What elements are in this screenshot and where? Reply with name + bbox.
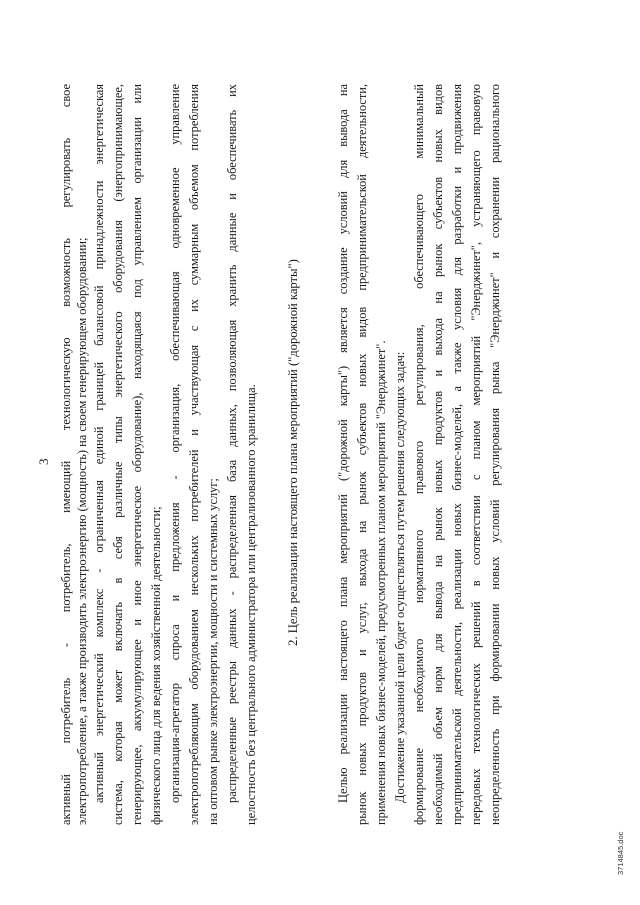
- document-file-code: 3714845.doc: [616, 831, 625, 875]
- paragraph-line: система, которая может включать в себя различные типы энергетического оборудования (энергопринимающее,: [111, 84, 125, 825]
- paragraph-line: рынок новых продуктов и услуг, выхода на рынок субъектов новых видов предпринимательской деятельности,: [355, 84, 369, 825]
- paragraph-line: электропотребляющим оборудованием нескольких потребителей и участвующая с их суммарным объемом потребления: [187, 84, 201, 825]
- paragraph-line: целостность без центрального администратора или централизованного хранилища.: [244, 384, 258, 825]
- page-number: 3: [36, 458, 51, 465]
- paragraph-line: необходимый объем норм для вывода на рынок новых продуктов и выхода на рынок субъектов новых видов: [431, 84, 445, 825]
- paragraph-line: организация-агрегатор спроса и предложения - организация, обеспечивающая одновременное управление: [168, 84, 182, 803]
- paragraph-line: передовых технологических решений в соответствии с планом мероприятий "Энерджинет", устраняющего правовую: [469, 84, 483, 825]
- paragraph-line: на оптовом рынке электроэнергии, мощности и системных услуг;: [206, 478, 220, 825]
- paragraph-line: генерирующее, аккумулирующее и иное энергетическое оборудование), находящаяся под управлением организации или: [130, 84, 144, 825]
- paragraph-line: Целью реализации настоящего плана мероприятий ("дорожной карты") является создание условий для вывода на: [336, 84, 350, 803]
- paragraph-line: физического лица для ведения хозяйственной деятельности;: [149, 506, 163, 825]
- paragraph-line: электропотребление, а также производить электроэнергию (мощность) на своем генерирующем оборудовании;: [75, 237, 89, 825]
- paragraph-line: активный потребитель - потребитель, имеющий технологическую возможность регулировать свое: [59, 84, 73, 825]
- paragraph-line: неопределенность при формировании новых условий регулирования рынка "Энерджинет" и сохранении рационального: [488, 84, 502, 825]
- paragraph-line: распределенные реестры данных - распределенная база данных, позволяющая хранить данные и обеспечивать их: [225, 84, 239, 803]
- section-heading: 2. Цель реализации настоящего плана мероприятий ("дорожной карты"): [286, 259, 300, 646]
- paragraph-line: предпринимательской деятельности, реализации новых бизнес-моделей, а также условия для разработки и продвижения: [450, 84, 464, 825]
- paragraph-line: формирование необходимого нормативного правового регулирования, обеспечивающего минимальный: [412, 84, 426, 825]
- paragraph-line: применения новых бизнес-моделей, предусмотренных планом мероприятий "Энерджинет".: [374, 340, 388, 825]
- paragraph-line: активный энергетический комплекс - ограниченная единой границей балансовой принадлежности энергетическая: [92, 84, 106, 803]
- paragraph-line: Достижение указанной цели будет осуществляться путем решения следующих задач:: [393, 351, 407, 803]
